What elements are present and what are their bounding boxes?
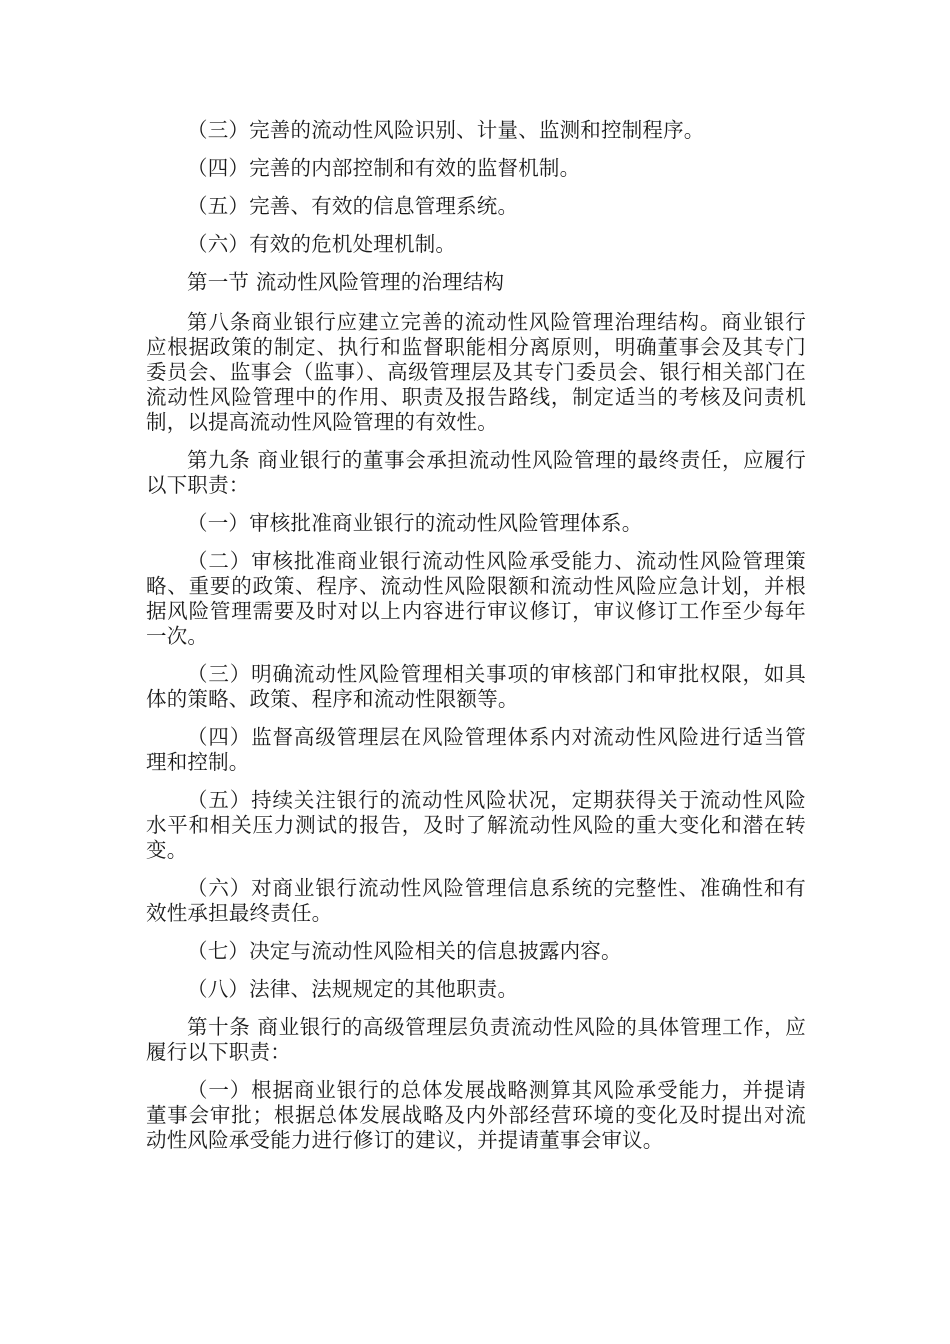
article-9-item-8: （八）法律、法规规定的其他职责。 bbox=[187, 977, 519, 1001]
article-10: 第十条 商业银行的高级管理层负责流动性风险的具体管理工作，应履行以下职责： bbox=[146, 1015, 806, 1064]
paragraph-item-3: （三）完善的流动性风险识别、计量、监测和控制程序。 bbox=[187, 118, 705, 142]
article-9-item-7: （七）决定与流动性风险相关的信息披露内容。 bbox=[187, 939, 622, 963]
article-10-item-1: （一）根据商业银行的总体发展战略测算其风险承受能力，并提请董事会审批；根据总体发展战略及内外部经营环境的变化及时提出对流动性风险承受能力进行修订的建议，并提请董事会审议。 bbox=[146, 1078, 806, 1152]
paragraph-item-5: （五）完善、有效的信息管理系统。 bbox=[187, 194, 519, 218]
article-9-item-6: （六）对商业银行流动性风险管理信息系统的完整性、准确性和有效性承担最终责任。 bbox=[146, 876, 806, 925]
article-9-item-1: （一）审核批准商业银行的流动性风险管理体系。 bbox=[187, 511, 643, 535]
article-9: 第九条 商业银行的董事会承担流动性风险管理的最终责任，应履行以下职责： bbox=[146, 448, 806, 497]
article-9-item-5: （五）持续关注银行的流动性风险状况，定期获得关于流动性风险水平和相关压力测试的报告，及时了解流动性风险的重大变化和潜在转变。 bbox=[146, 788, 806, 862]
article-8: 第八条商业银行应建立完善的流动性风险管理治理结构。商业银行应根据政策的制定、执行和监督职能相分离原则，明确董事会及其专门委员会、监事会（监事）、高级管理层及其专门委员会、银行相关部门在流动性风险管理中的作用、职责及报告路线，制定适当的考核及问责机制，以提高流动性风险管理的有效性。 bbox=[146, 310, 806, 434]
article-9-item-4: （四）监督高级管理层在风险管理体系内对流动性风险进行适当管理和控制。 bbox=[146, 725, 806, 774]
article-9-item-2: （二）审核批准商业银行流动性风险承受能力、流动性风险管理策略、重要的政策、程序、流动性风险限额和流动性风险应急计划，并根据风险管理需要及时对以上内容进行审议修订，审议修订工作至少每年一次。 bbox=[146, 549, 806, 648]
article-9-item-3: （三）明确流动性风险管理相关事项的审核部门和审批权限，如具体的策略、政策、程序和流动性限额等。 bbox=[146, 662, 806, 711]
paragraph-item-6: （六）有效的危机处理机制。 bbox=[187, 232, 457, 256]
document-page bbox=[146, 118, 806, 1166]
paragraph-item-4: （四）完善的内部控制和有效的监督机制。 bbox=[187, 156, 581, 180]
section-heading: 第一节 流动性风险管理的治理结构 bbox=[187, 270, 505, 294]
